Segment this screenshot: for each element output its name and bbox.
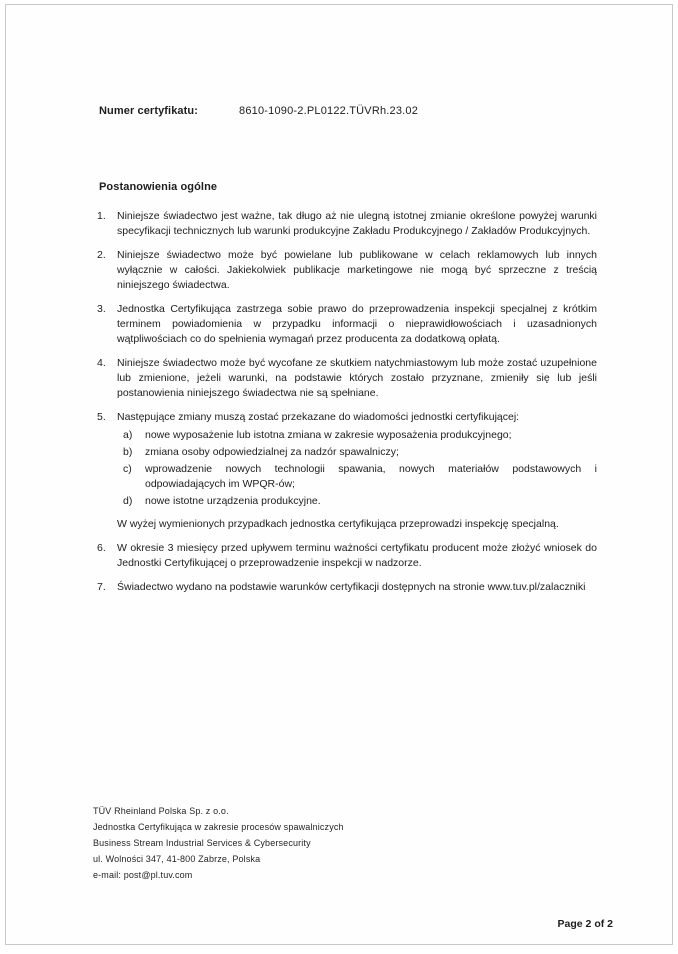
issuer-footer-block <box>93 803 344 883</box>
list-item-text: W okresie 3 miesięcy przed upływem terminu ważności certyfikatu producent może złożyć wniosek do Jednostki Certyfikującej o przeprowadzenie inspekcji w nadzorze. <box>117 542 597 569</box>
list-item-number: 2. <box>97 249 106 261</box>
sub-item-letter: b) <box>123 446 133 458</box>
list-item-text: Niniejsze świadectwo jest ważne, tak długo aż nie ulegną istotnej zmianie określone powyżej warunki specyfikacji technicznych lub warunki produkcyjne Zakładu Produkcyjnego / Zakładów Produkcyjnych. <box>117 210 597 237</box>
list-item-2 <box>97 248 597 293</box>
section-title: Postanowienia ogólne <box>99 181 218 193</box>
sub-item-text: nowe wyposażenie lub istotna zmiana w zakresie wyposażenia produkcyjnego; <box>145 429 512 441</box>
footer-certification-body: Jednostka Certyfikująca w zakresie procesów spawalniczych <box>93 822 344 832</box>
footer-company-name: TÜV Rheinland Polska Sp. z o.o. <box>93 806 229 816</box>
list-item-text: Jednostka Certyfikująca zastrzega sobie prawo do przeprowadzenia inspekcji specjalnej z krótkim terminem powiadomienia w przypadku informacji o nieprawidłowościach i uzasadnionych wątpliwościach co do spełnienia wymagań przez producenta za dodatkową opłatą. <box>117 303 597 345</box>
list-item-text: Następujące zmiany muszą zostać przekazane do wiadomości jednostki certyfikującej: <box>117 411 520 423</box>
page-number: Page 2 of 2 <box>557 918 613 930</box>
list-item-text: Świadectwo wydano na podstawie warunków certyfikacji dostępnych na stronie www.tuv.pl/zalaczniki <box>117 581 586 593</box>
list-item-body <box>117 580 597 595</box>
footer-address: ul. Wolności 347, 41-800 Zabrze, Polska <box>93 854 261 864</box>
list-item-number: 1. <box>97 210 106 222</box>
list-item-4 <box>97 356 597 401</box>
list-item-3 <box>97 302 597 347</box>
certificate-number-row <box>99 104 418 119</box>
list-item-5-sublist <box>123 428 597 509</box>
footer-email: e-mail: post@pl.tuv.com <box>93 870 193 880</box>
sub-item-b <box>123 445 597 460</box>
list-item-text: Niniejsze świadectwo może być powielane lub publikowane w celach reklamowych lub innych wyłącznie w całości. Jakiekolwiek publikacje marketingowe nie mogą być sprzeczne z treścią niniejszego świadectwa. <box>117 249 597 291</box>
list-item-number: 5. <box>97 411 106 423</box>
sub-item-letter: c) <box>123 463 132 475</box>
list-item-body <box>117 356 597 401</box>
list-item-body <box>117 302 597 347</box>
general-provisions-list <box>97 209 597 604</box>
list-item-text: Niniejsze świadectwo może być wycofane ze skutkiem natychmiastowym lub może zostać uzupełnione lub zmienione, jeżeli warunki, na podstawie których zostało przyznane, zmieniły się lub jeśli postanowienia niniejszego świadectwa nie są spełniane. <box>117 357 597 399</box>
list-item-number: 7. <box>97 581 106 593</box>
list-item-body <box>117 541 597 571</box>
sub-item-text: wprowadzenie nowych technologii spawania, nowych materiałów podstawowych i odpowiadających im WPQR-ów; <box>145 463 597 490</box>
footer-business-stream: Business Stream Industrial Services & Cybersecurity <box>93 838 311 848</box>
list-item-5 <box>97 410 597 532</box>
sub-item-c <box>123 462 597 492</box>
list-item-number: 6. <box>97 542 106 554</box>
sub-item-d <box>123 494 597 509</box>
list-item-7 <box>97 580 597 595</box>
list-item-1 <box>97 209 597 239</box>
sub-item-text: zmiana osoby odpowiedzialnej za nadzór spawalniczy; <box>145 446 399 458</box>
certificate-number-label: Numer certyfikatu: <box>99 105 198 117</box>
list-item-5-note: W wyżej wymienionych przypadkach jednostka certyfikująca przeprowadzi inspekcję specjalną. <box>117 518 559 530</box>
list-item-body <box>117 209 597 239</box>
list-item-6 <box>97 541 597 571</box>
sub-item-letter: d) <box>123 495 133 507</box>
list-item-body <box>117 410 597 532</box>
list-item-number: 3. <box>97 303 106 315</box>
sub-item-letter: a) <box>123 429 133 441</box>
sub-item-text: nowe istotne urządzenia produkcyjne. <box>145 495 321 507</box>
sub-item-a <box>123 428 597 443</box>
list-item-number: 4. <box>97 357 106 369</box>
certificate-number-value: 8610-1090-2.PL0122.TÜVRh.23.02 <box>239 105 419 117</box>
list-item-body <box>117 248 597 293</box>
